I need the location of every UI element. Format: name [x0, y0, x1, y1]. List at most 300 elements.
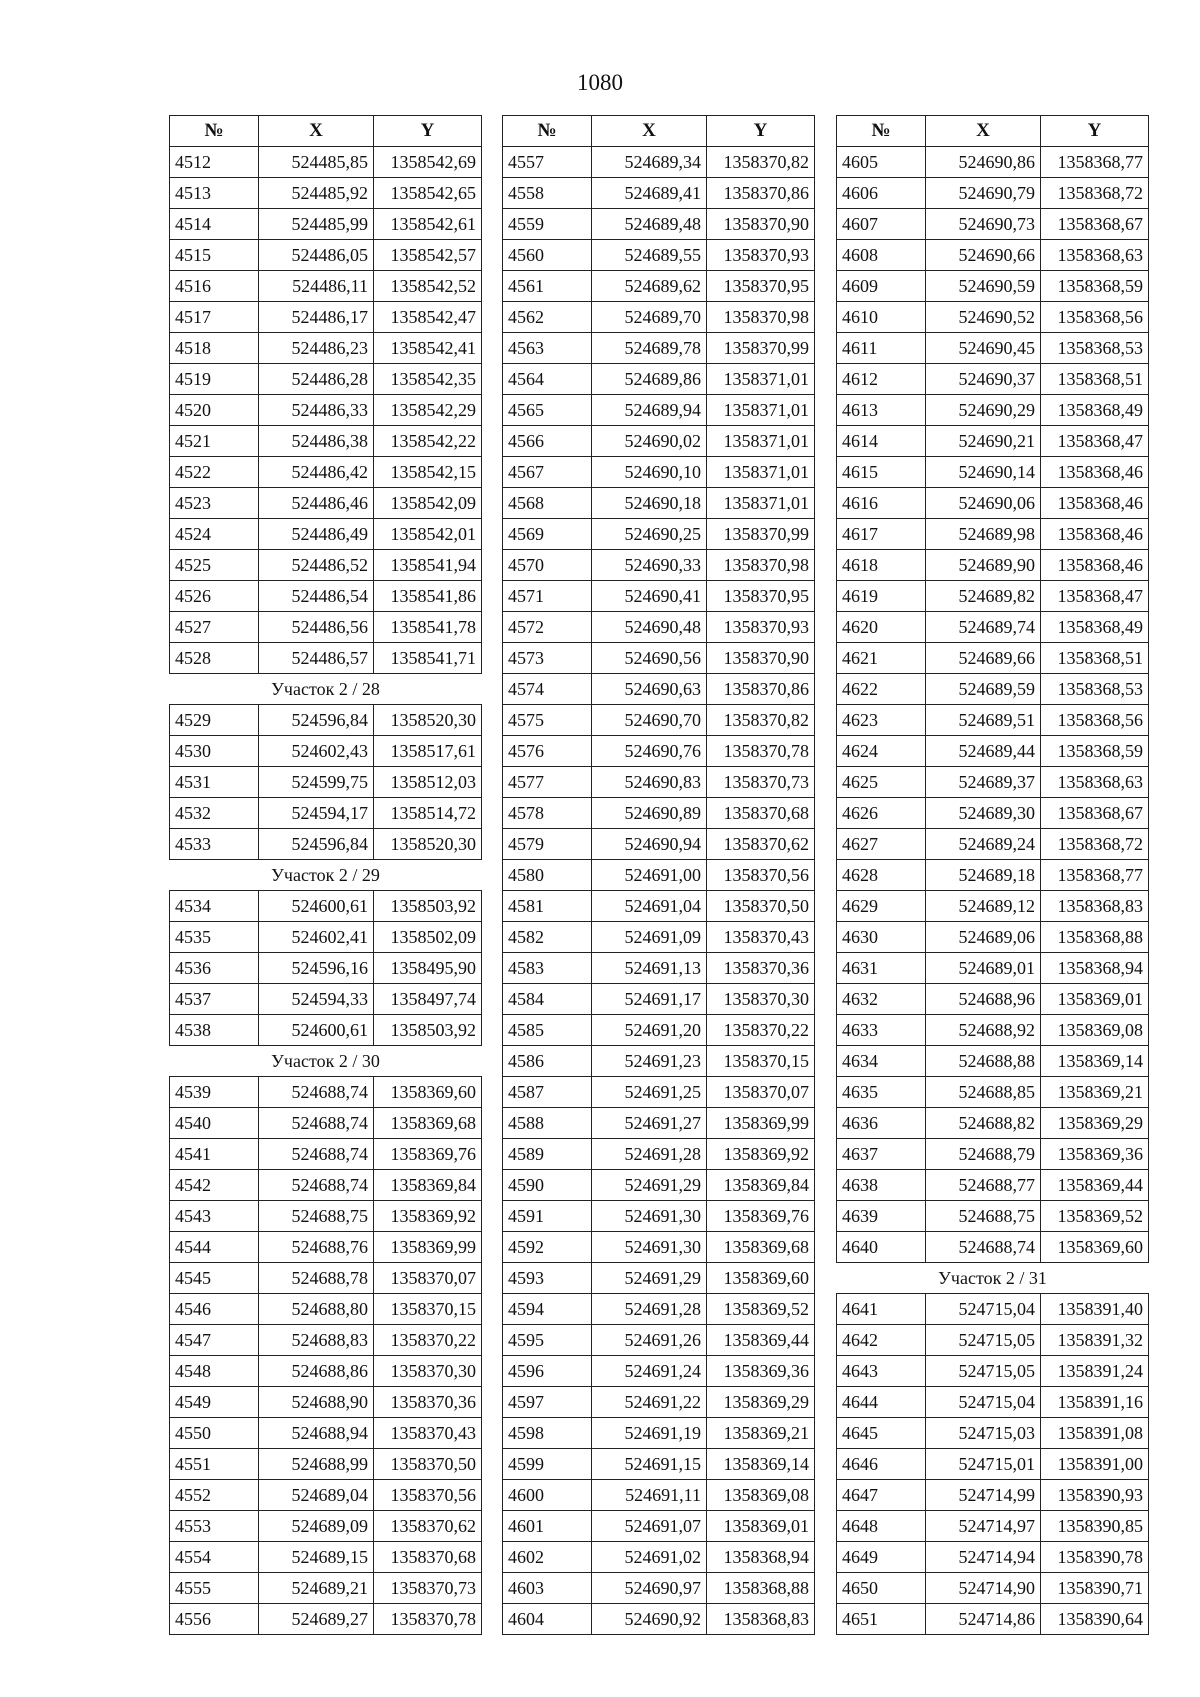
point-number-cell: 4535: [170, 922, 259, 953]
y-coordinate-cell: 1358370,56: [707, 860, 815, 891]
point-number-cell: 4580: [503, 860, 592, 891]
x-coordinate-cell: 524689,15: [259, 1542, 374, 1573]
table-row: [170, 984, 482, 1015]
y-coordinate-cell: 1358370,07: [707, 1077, 815, 1108]
point-number-cell: 4528: [170, 643, 259, 674]
point-number-cell: 4639: [837, 1201, 926, 1232]
table-row: [837, 457, 1149, 488]
y-coordinate-cell: 1358368,56: [1041, 302, 1149, 333]
y-coordinate-cell: 1358542,01: [374, 519, 482, 550]
y-coordinate-cell: 1358369,21: [707, 1418, 815, 1449]
table-row: [837, 1573, 1149, 1604]
y-coordinate-cell: 1358370,78: [374, 1604, 482, 1635]
point-number-cell: 4563: [503, 333, 592, 364]
point-number-cell: 4612: [837, 364, 926, 395]
table-row: [170, 488, 482, 519]
table-row: [503, 1139, 815, 1170]
point-number-cell: 4633: [837, 1015, 926, 1046]
section-label: Участок 2 / 31: [837, 1263, 1149, 1294]
y-coordinate-cell: 1358370,43: [707, 922, 815, 953]
table-row: [503, 1449, 815, 1480]
y-coordinate-cell: 1358370,30: [707, 984, 815, 1015]
x-coordinate-cell: 524688,78: [259, 1263, 374, 1294]
table-row: [170, 426, 482, 457]
table-row: [503, 1077, 815, 1108]
table-row: [503, 984, 815, 1015]
point-number-cell: 4524: [170, 519, 259, 550]
table-row: [170, 1418, 482, 1449]
table-row: [837, 147, 1149, 178]
point-number-cell: 4596: [503, 1356, 592, 1387]
y-coordinate-cell: 1358370,82: [707, 147, 815, 178]
table-row: [837, 209, 1149, 240]
table-row: [837, 1294, 1149, 1325]
y-coordinate-cell: 1358369,92: [374, 1201, 482, 1232]
table-row: [837, 798, 1149, 829]
y-coordinate-cell: 1358368,77: [1041, 860, 1149, 891]
table-row: [503, 488, 815, 519]
table-row: [503, 1108, 815, 1139]
point-number-cell: 4520: [170, 395, 259, 426]
x-coordinate-cell: 524690,14: [926, 457, 1041, 488]
point-number-cell: 4586: [503, 1046, 592, 1077]
x-coordinate-cell: 524689,78: [592, 333, 707, 364]
x-coordinate-cell: 524690,76: [592, 736, 707, 767]
point-number-cell: 4543: [170, 1201, 259, 1232]
x-coordinate-cell: 524691,19: [592, 1418, 707, 1449]
table-row: [837, 302, 1149, 333]
point-number-cell: 4590: [503, 1170, 592, 1201]
point-number-cell: 4648: [837, 1511, 926, 1542]
point-number-cell: 4626: [837, 798, 926, 829]
x-coordinate-cell: 524689,66: [926, 643, 1041, 674]
y-coordinate-cell: 1358370,73: [707, 767, 815, 798]
x-coordinate-cell: 524691,24: [592, 1356, 707, 1387]
table-row: [503, 240, 815, 271]
table-row: [170, 1232, 482, 1263]
table-row: [503, 581, 815, 612]
point-number-cell: 4584: [503, 984, 592, 1015]
x-coordinate-cell: 524714,90: [926, 1573, 1041, 1604]
point-number-cell: 4517: [170, 302, 259, 333]
table-row: [837, 1325, 1149, 1356]
table-row: [503, 705, 815, 736]
table-row: [170, 891, 482, 922]
table-row: [837, 1449, 1149, 1480]
x-coordinate-cell: 524486,38: [259, 426, 374, 457]
table-row: [170, 1263, 482, 1294]
point-number-cell: 4565: [503, 395, 592, 426]
y-coordinate-cell: 1358369,84: [374, 1170, 482, 1201]
point-number-cell: 4566: [503, 426, 592, 457]
point-number-cell: 4618: [837, 550, 926, 581]
point-number-cell: 4513: [170, 178, 259, 209]
point-number-cell: 4609: [837, 271, 926, 302]
y-coordinate-cell: 1358368,53: [1041, 333, 1149, 364]
header-row: [170, 116, 482, 147]
y-coordinate-cell: 1358542,22: [374, 426, 482, 457]
point-number-cell: 4573: [503, 643, 592, 674]
section-label: Участок 2 / 30: [170, 1046, 482, 1077]
table-row: [503, 1294, 815, 1325]
point-number-cell: 4602: [503, 1542, 592, 1573]
y-coordinate-cell: 1358368,46: [1041, 488, 1149, 519]
table-row: [503, 1015, 815, 1046]
x-coordinate-cell: 524689,34: [592, 147, 707, 178]
y-header: Y: [1041, 116, 1149, 147]
point-number-cell: 4554: [170, 1542, 259, 1573]
point-number-cell: 4549: [170, 1387, 259, 1418]
y-coordinate-cell: 1358497,74: [374, 984, 482, 1015]
x-coordinate-cell: 524688,75: [926, 1201, 1041, 1232]
point-number-cell: 4553: [170, 1511, 259, 1542]
y-coordinate-cell: 1358369,44: [707, 1325, 815, 1356]
x-coordinate-cell: 524689,27: [259, 1604, 374, 1635]
table-row: [503, 1418, 815, 1449]
point-number-cell: 4592: [503, 1232, 592, 1263]
table-row: [170, 1294, 482, 1325]
point-number-cell: 4624: [837, 736, 926, 767]
table-row: [837, 1511, 1149, 1542]
x-coordinate-cell: 524715,04: [926, 1387, 1041, 1418]
x-coordinate-cell: 524689,62: [592, 271, 707, 302]
table-row: [170, 395, 482, 426]
x-coordinate-cell: 524715,05: [926, 1356, 1041, 1387]
y-coordinate-cell: 1358369,76: [374, 1139, 482, 1170]
table-row: [503, 178, 815, 209]
point-number-cell: 4537: [170, 984, 259, 1015]
y-coordinate-cell: 1358369,52: [707, 1294, 815, 1325]
x-coordinate-cell: 524689,24: [926, 829, 1041, 860]
point-number-cell: 4604: [503, 1604, 592, 1635]
x-coordinate-cell: 524690,52: [926, 302, 1041, 333]
y-coordinate-cell: 1358368,56: [1041, 705, 1149, 736]
table-row: [170, 302, 482, 333]
point-number-cell: 4593: [503, 1263, 592, 1294]
table-row: [503, 1046, 815, 1077]
x-coordinate-cell: 524486,28: [259, 364, 374, 395]
y-coordinate-cell: 1358368,88: [707, 1573, 815, 1604]
y-coordinate-cell: 1358370,95: [707, 271, 815, 302]
x-coordinate-cell: 524688,74: [259, 1139, 374, 1170]
y-coordinate-cell: 1358368,83: [707, 1604, 815, 1635]
point-number-cell: 4523: [170, 488, 259, 519]
x-coordinate-cell: 524690,56: [592, 643, 707, 674]
point-number-cell: 4598: [503, 1418, 592, 1449]
y-coordinate-cell: 1358370,62: [374, 1511, 482, 1542]
table-row: [170, 333, 482, 364]
y-coordinate-cell: 1358391,40: [1041, 1294, 1149, 1325]
y-coordinate-cell: 1358369,14: [707, 1449, 815, 1480]
y-coordinate-cell: 1358541,71: [374, 643, 482, 674]
x-coordinate-cell: 524691,13: [592, 953, 707, 984]
x-coordinate-cell: 524486,05: [259, 240, 374, 271]
x-coordinate-cell: 524486,23: [259, 333, 374, 364]
y-coordinate-cell: 1358495,90: [374, 953, 482, 984]
x-coordinate-cell: 524485,99: [259, 209, 374, 240]
y-coordinate-cell: 1358371,01: [707, 488, 815, 519]
x-coordinate-cell: 524689,82: [926, 581, 1041, 612]
table-row: [170, 612, 482, 643]
table-row: [170, 798, 482, 829]
point-number-cell: 4559: [503, 209, 592, 240]
table-row: [170, 767, 482, 798]
x-coordinate-cell: 524689,74: [926, 612, 1041, 643]
y-coordinate-cell: 1358542,65: [374, 178, 482, 209]
table-row: [503, 364, 815, 395]
x-header: X: [592, 116, 707, 147]
table-row: [503, 1170, 815, 1201]
point-number-cell: 4568: [503, 488, 592, 519]
x-coordinate-cell: 524715,05: [926, 1325, 1041, 1356]
point-number-cell: 4635: [837, 1077, 926, 1108]
x-coordinate-cell: 524689,51: [926, 705, 1041, 736]
point-number-cell: 4594: [503, 1294, 592, 1325]
y-coordinate-cell: 1358370,78: [707, 736, 815, 767]
y-coordinate-cell: 1358541,94: [374, 550, 482, 581]
y-coordinate-cell: 1358369,08: [707, 1480, 815, 1511]
table-row: [503, 922, 815, 953]
point-number-cell: 4623: [837, 705, 926, 736]
x-coordinate-cell: 524691,26: [592, 1325, 707, 1356]
point-number-cell: 4574: [503, 674, 592, 705]
x-coordinate-cell: 524688,88: [926, 1046, 1041, 1077]
y-coordinate-cell: 1358514,72: [374, 798, 482, 829]
y-coordinate-cell: 1358368,72: [1041, 178, 1149, 209]
y-coordinate-cell: 1358369,99: [707, 1108, 815, 1139]
y-coordinate-cell: 1358370,56: [374, 1480, 482, 1511]
point-number-cell: 4622: [837, 674, 926, 705]
y-coordinate-cell: 1358368,67: [1041, 798, 1149, 829]
y-coordinate-cell: 1358369,68: [707, 1232, 815, 1263]
table-row: [503, 736, 815, 767]
x-coordinate-cell: 524714,99: [926, 1480, 1041, 1511]
table-row: [837, 1201, 1149, 1232]
x-coordinate-cell: 524689,59: [926, 674, 1041, 705]
table-row: [503, 767, 815, 798]
table-row: [170, 1573, 482, 1604]
point-number-cell: 4579: [503, 829, 592, 860]
x-coordinate-cell: 524691,02: [592, 1542, 707, 1573]
point-number-cell: 4515: [170, 240, 259, 271]
x-coordinate-cell: 524691,15: [592, 1449, 707, 1480]
x-coordinate-cell: 524600,61: [259, 891, 374, 922]
x-coordinate-cell: 524690,79: [926, 178, 1041, 209]
table-row: [837, 767, 1149, 798]
y-coordinate-cell: 1358370,95: [707, 581, 815, 612]
table-row: [170, 1604, 482, 1635]
point-number-cell: 4532: [170, 798, 259, 829]
y-coordinate-cell: 1358368,77: [1041, 147, 1149, 178]
point-number-cell: 4544: [170, 1232, 259, 1263]
y-coordinate-cell: 1358542,41: [374, 333, 482, 364]
point-number-cell: 4552: [170, 1480, 259, 1511]
point-number-cell: 4595: [503, 1325, 592, 1356]
y-coordinate-cell: 1358370,93: [707, 612, 815, 643]
x-coordinate-cell: 524689,41: [592, 178, 707, 209]
table-row: [837, 674, 1149, 705]
table-row: [837, 705, 1149, 736]
table-row: [837, 984, 1149, 1015]
y-coordinate-cell: 1358370,82: [707, 705, 815, 736]
x-coordinate-cell: 524690,21: [926, 426, 1041, 457]
section-row: [170, 1046, 482, 1077]
table-row: [503, 1232, 815, 1263]
table-row: [837, 426, 1149, 457]
y-coordinate-cell: 1358370,90: [707, 643, 815, 674]
point-number-cell: 4607: [837, 209, 926, 240]
table-row: [170, 1542, 482, 1573]
x-coordinate-cell: 524690,10: [592, 457, 707, 488]
y-coordinate-cell: 1358369,44: [1041, 1170, 1149, 1201]
x-coordinate-cell: 524486,54: [259, 581, 374, 612]
point-number-cell: 4646: [837, 1449, 926, 1480]
x-coordinate-cell: 524688,74: [259, 1108, 374, 1139]
y-coordinate-cell: 1358390,93: [1041, 1480, 1149, 1511]
point-number-cell: 4540: [170, 1108, 259, 1139]
x-coordinate-cell: 524691,11: [592, 1480, 707, 1511]
y-coordinate-cell: 1358370,62: [707, 829, 815, 860]
point-number-cell: 4581: [503, 891, 592, 922]
table-row: [837, 1542, 1149, 1573]
y-coordinate-cell: 1358368,83: [1041, 891, 1149, 922]
x-coordinate-cell: 524689,98: [926, 519, 1041, 550]
table-row: [503, 271, 815, 302]
point-number-cell: 4562: [503, 302, 592, 333]
x-coordinate-cell: 524690,02: [592, 426, 707, 457]
table-row: [503, 1201, 815, 1232]
table-row: [503, 1511, 815, 1542]
y-coordinate-cell: 1358368,51: [1041, 643, 1149, 674]
table-row: [170, 643, 482, 674]
x-coordinate-cell: 524715,03: [926, 1418, 1041, 1449]
point-number-cell: 4644: [837, 1387, 926, 1418]
x-coordinate-cell: 524689,90: [926, 550, 1041, 581]
table-row: [837, 1232, 1149, 1263]
table-row: [170, 1480, 482, 1511]
point-number-cell: 4625: [837, 767, 926, 798]
table-row: [170, 147, 482, 178]
table-row: [503, 953, 815, 984]
x-coordinate-cell: 524690,59: [926, 271, 1041, 302]
table-row: [503, 1480, 815, 1511]
number-header: №: [170, 116, 259, 147]
x-coordinate-cell: 524690,66: [926, 240, 1041, 271]
y-coordinate-cell: 1358368,59: [1041, 736, 1149, 767]
x-coordinate-cell: 524690,86: [926, 147, 1041, 178]
table-row: [837, 1139, 1149, 1170]
point-number-cell: 4589: [503, 1139, 592, 1170]
y-coordinate-cell: 1358390,78: [1041, 1542, 1149, 1573]
x-coordinate-cell: 524485,92: [259, 178, 374, 209]
point-number-cell: 4512: [170, 147, 259, 178]
table-row: [503, 798, 815, 829]
table-row: [837, 1356, 1149, 1387]
point-number-cell: 4548: [170, 1356, 259, 1387]
y-coordinate-cell: 1358368,46: [1041, 457, 1149, 488]
x-coordinate-cell: 524691,29: [592, 1170, 707, 1201]
x-coordinate-cell: 524594,17: [259, 798, 374, 829]
x-coordinate-cell: 524689,94: [592, 395, 707, 426]
x-coordinate-cell: 524688,79: [926, 1139, 1041, 1170]
y-coordinate-cell: 1358369,08: [1041, 1015, 1149, 1046]
table-row: [837, 1604, 1149, 1635]
point-number-cell: 4608: [837, 240, 926, 271]
page-number: 1080: [577, 70, 623, 95]
x-coordinate-cell: 524486,33: [259, 395, 374, 426]
table-row: [837, 643, 1149, 674]
x-coordinate-cell: 524689,06: [926, 922, 1041, 953]
y-coordinate-cell: 1358370,50: [374, 1449, 482, 1480]
x-coordinate-cell: 524690,25: [592, 519, 707, 550]
table-row: [837, 860, 1149, 891]
y-coordinate-cell: 1358369,29: [1041, 1108, 1149, 1139]
y-coordinate-cell: 1358503,92: [374, 1015, 482, 1046]
point-number-cell: 4582: [503, 922, 592, 953]
coordinates-table-2: [502, 115, 815, 1635]
header-row: [837, 116, 1149, 147]
y-coordinate-cell: 1358370,90: [707, 209, 815, 240]
point-number-cell: 4634: [837, 1046, 926, 1077]
y-coordinate-cell: 1358369,36: [707, 1356, 815, 1387]
table-row: [503, 550, 815, 581]
y-coordinate-cell: 1358370,36: [374, 1387, 482, 1418]
y-coordinate-cell: 1358370,99: [707, 519, 815, 550]
y-coordinate-cell: 1358390,71: [1041, 1573, 1149, 1604]
x-coordinate-cell: 524688,74: [926, 1232, 1041, 1263]
coordinates-table-1: [169, 115, 482, 1635]
point-number-cell: 4642: [837, 1325, 926, 1356]
x-coordinate-cell: 524688,75: [259, 1201, 374, 1232]
point-number-cell: 4561: [503, 271, 592, 302]
table-row: [503, 891, 815, 922]
table-row: [837, 612, 1149, 643]
y-coordinate-cell: 1358512,03: [374, 767, 482, 798]
point-number-cell: 4615: [837, 457, 926, 488]
point-number-cell: 4527: [170, 612, 259, 643]
x-coordinate-cell: 524688,96: [926, 984, 1041, 1015]
y-coordinate-cell: 1358369,68: [374, 1108, 482, 1139]
y-coordinate-cell: 1358370,36: [707, 953, 815, 984]
x-header: X: [259, 116, 374, 147]
y-coordinate-cell: 1358368,51: [1041, 364, 1149, 395]
x-coordinate-cell: 524691,04: [592, 891, 707, 922]
x-coordinate-cell: 524486,49: [259, 519, 374, 550]
table-row: [170, 1387, 482, 1418]
table-row: [837, 891, 1149, 922]
table-row: [503, 860, 815, 891]
table-row: [503, 1356, 815, 1387]
y-coordinate-cell: 1358542,47: [374, 302, 482, 333]
y-coordinate-cell: 1358542,15: [374, 457, 482, 488]
point-number-cell: 4521: [170, 426, 259, 457]
point-number-cell: 4564: [503, 364, 592, 395]
point-number-cell: 4619: [837, 581, 926, 612]
table-row: [503, 519, 815, 550]
table-row: [170, 178, 482, 209]
point-number-cell: 4575: [503, 705, 592, 736]
point-number-cell: 4617: [837, 519, 926, 550]
y-coordinate-cell: 1358542,52: [374, 271, 482, 302]
point-number-cell: 4571: [503, 581, 592, 612]
section-label: Участок 2 / 29: [170, 860, 482, 891]
y-coordinate-cell: 1358541,86: [374, 581, 482, 612]
table-row: [170, 1511, 482, 1542]
x-coordinate-cell: 524689,37: [926, 767, 1041, 798]
y-coordinate-cell: 1358391,08: [1041, 1418, 1149, 1449]
x-coordinate-cell: 524689,86: [592, 364, 707, 395]
y-coordinate-cell: 1358503,92: [374, 891, 482, 922]
